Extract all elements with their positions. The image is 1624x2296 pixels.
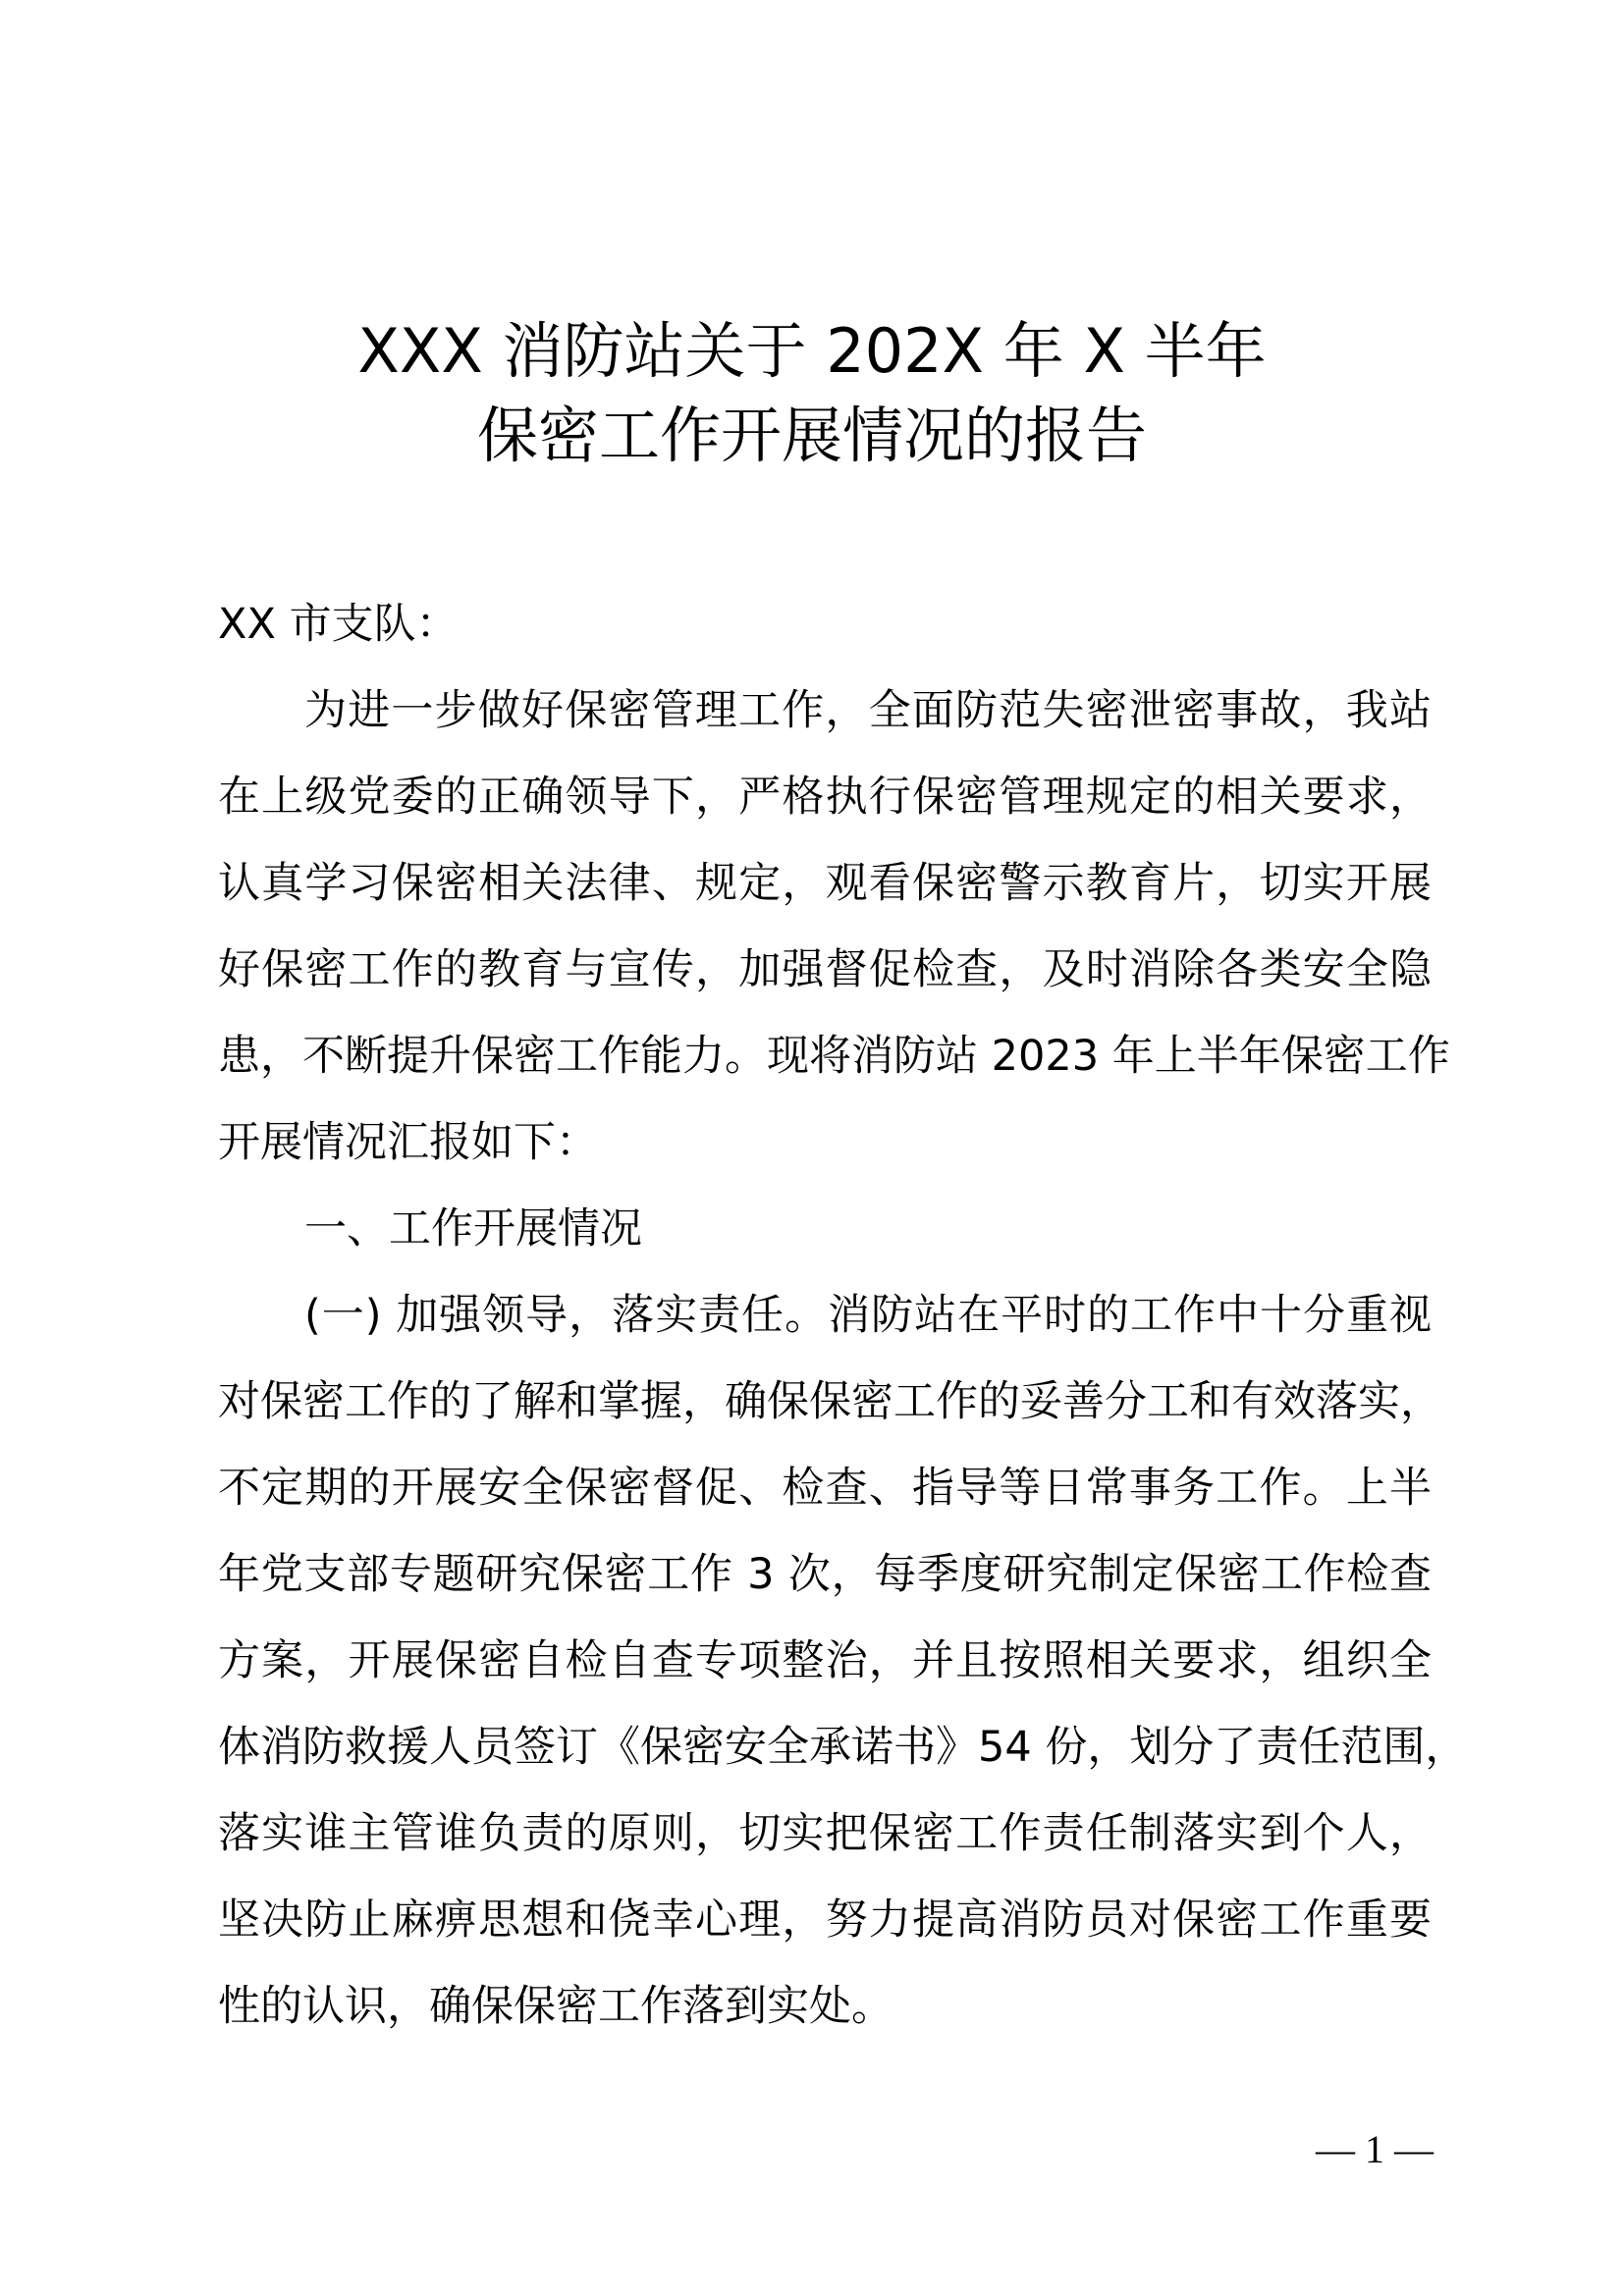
salutation: XX 市支队： — [218, 600, 459, 649]
paragraph-3-line-6: 体消防救援人员签订《保密安全承诺书》54 份，划分了责任范围， — [218, 1723, 1468, 1772]
section-heading-1: 一、工作开展情况 — [304, 1204, 642, 1254]
paragraph-1-line-3: 认真学习保密相关法律、规定，观看保密警示教育片，切实开展 — [218, 859, 1432, 908]
paragraph-3-line-5: 方案，开展保密自检自查专项整治，并且按照相关要求，组织全 — [218, 1636, 1432, 1685]
paragraph-1-line-1: 为进一步做好保密管理工作，全面防范失密泄密事故，我站 — [304, 686, 1432, 735]
paragraph-3-line-9: 性的认识，确保保密工作落到实处。 — [218, 1982, 893, 2031]
document-title-line-1: XXX 消防站关于 202X 年 X 半年 — [357, 315, 1267, 387]
paragraph-1-line-6: 开展情况汇报如下： — [218, 1118, 598, 1167]
paragraph-1-line-4: 好保密工作的教育与宣传，加强督促检查，及时消除各类安全隐 — [218, 945, 1432, 994]
page-number: — 1 — — [1316, 2127, 1434, 2171]
document-title-line-2: 保密工作开展情况的报告 — [476, 400, 1147, 471]
paragraph-3-line-2: 对保密工作的了解和掌握，确保保密工作的妥善分工和有效落实， — [218, 1377, 1442, 1426]
paragraph-3-line-4: 年党支部专题研究保密工作 3 次，每季度研究制定保密工作检查 — [218, 1550, 1432, 1599]
paragraph-1-line-5: 患，不断提升保密工作能力。现将消防站 2023 年上半年保密工作 — [218, 1032, 1450, 1081]
paragraph-3-line-8: 坚决防止麻痹思想和侥幸心理，努力提高消防员对保密工作重要 — [218, 1896, 1432, 1945]
paragraph-1-line-2: 在上级党委的正确领导下，严格执行保密管理规定的相关要求， — [218, 773, 1432, 822]
paragraph-3-line-7: 落实谁主管谁负责的原则，切实把保密工作责任制落实到个人， — [218, 1809, 1432, 1858]
paragraph-3-line-3: 不定期的开展安全保密督促、检查、指导等日常事务工作。上半 — [218, 1464, 1432, 1513]
paragraph-3-line-1: (一) 加强领导，落实责任。消防站在平时的工作中十分重视 — [304, 1291, 1432, 1340]
